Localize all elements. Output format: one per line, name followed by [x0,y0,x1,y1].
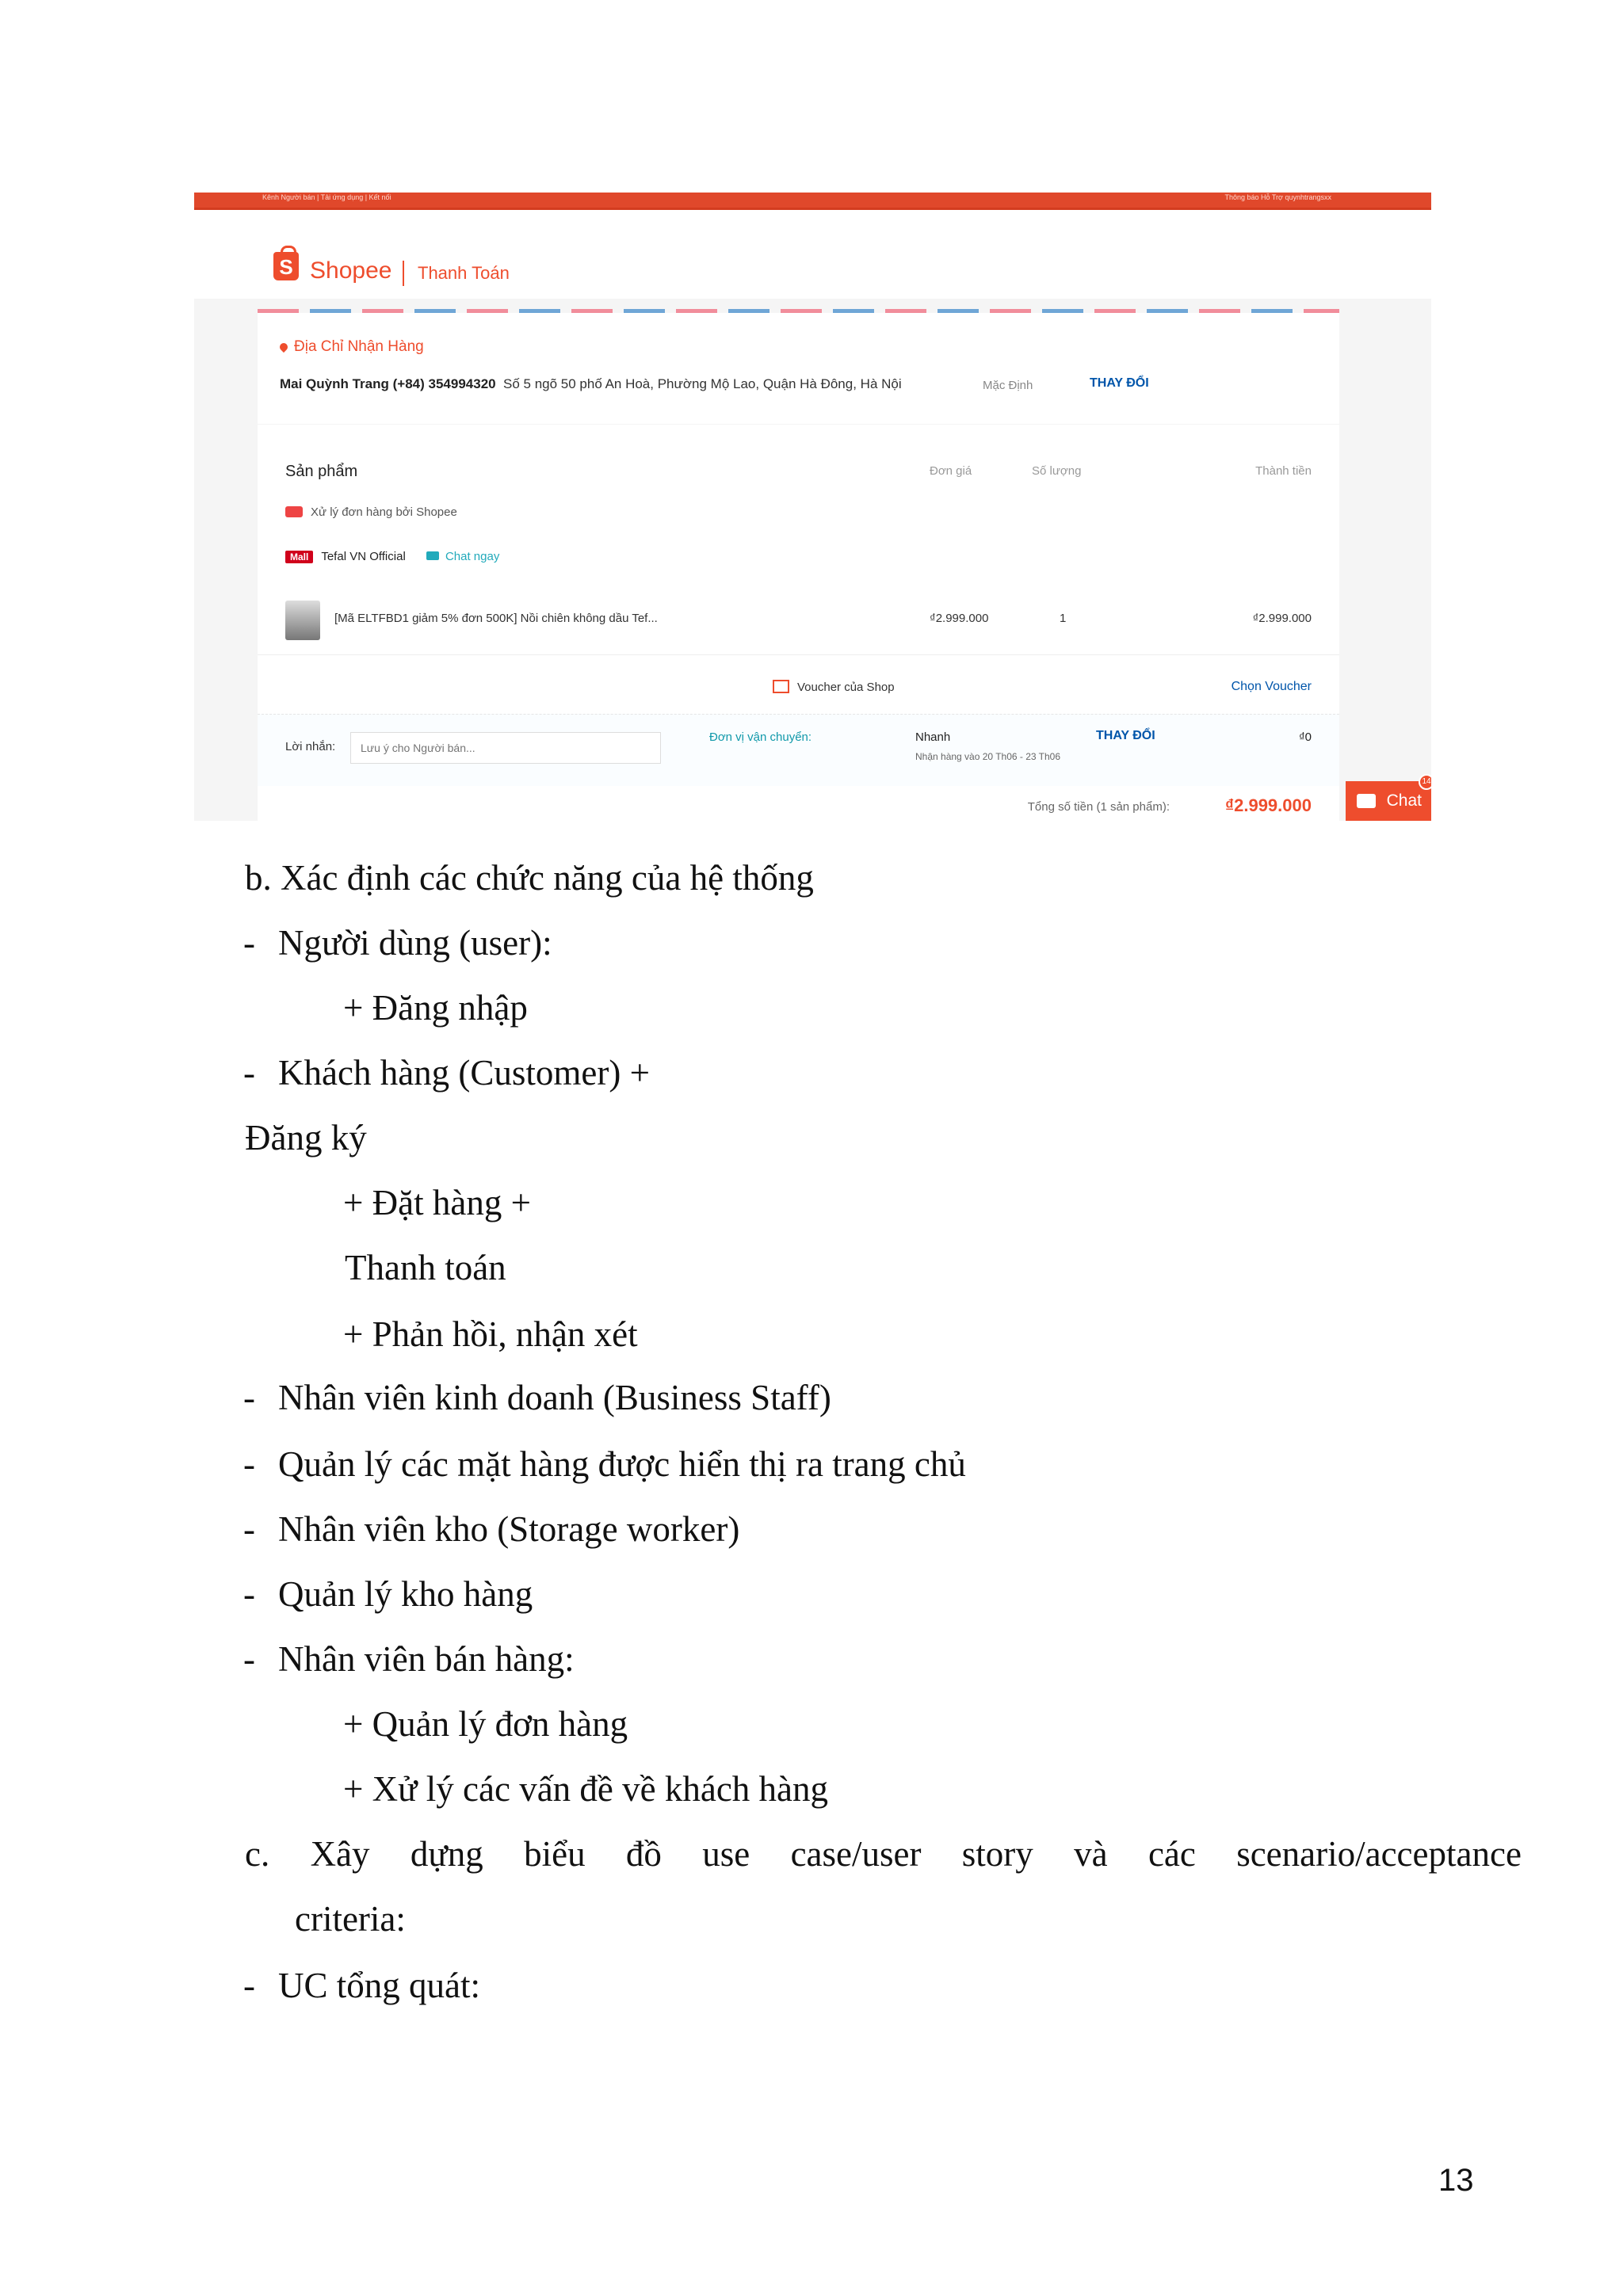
function-manage-orders: + Quản lý đơn hàng [343,1704,628,1744]
shopee-top-bar [194,193,1431,210]
shopee-logo-text[interactable]: Shopee [310,257,392,284]
recipient-name: Mai Quỳnh Trang (+84) 354994320 [280,376,496,391]
heading-word: biểu [524,1834,586,1874]
heading-word: đồ [625,1834,662,1874]
role-customer: Khách hàng (Customer) + [278,1053,651,1093]
order-summary-row [258,791,1339,821]
page-number: 13 [1438,2163,1474,2198]
shipping-fee: ₫0 [1298,730,1312,744]
function-handle-customers: + Xử lý các vấn đề về khách hàng [343,1769,829,1809]
top-bar-links[interactable]: Kênh Người bán | Tải ứng dụng | Kết nối [262,193,391,201]
checkout-header [194,210,1431,299]
product-card [258,425,1339,821]
chat-unread-badge: 14 [1419,774,1431,790]
product-unit-price: ₫2.999.000 [930,612,989,625]
section-b-heading: b. Xác định các chức năng của hệ thống [245,858,814,898]
chat-bubble-icon [426,551,439,560]
checkout-page-title: Thanh Toán [418,263,510,283]
function-register: Đăng ký [245,1118,367,1158]
order-total-value: ₫2.999.000 [1224,795,1312,815]
delivery-estimate: Nhận hàng vào 20 Th06 - 23 Th06 [915,751,1061,762]
checkout-screenshot [194,193,1431,821]
column-unit-price: Đơn giá [930,464,972,478]
function-order: + Đặt hàng + [343,1183,531,1222]
divider [258,654,1339,655]
chat-icon [1357,794,1376,808]
heading-word: scenario/acceptance [1236,1834,1522,1874]
message-label: Lời nhắn: [285,740,336,753]
uc-overview: UC tổng quát: [278,1966,480,2005]
shipping-unit-label: Đơn vị vận chuyển: [709,730,812,744]
message-shipping-area [258,714,1339,786]
product-thumbnail[interactable] [285,601,320,640]
role-user: Người dùng (user): [278,923,552,963]
change-address-button[interactable]: THAY ĐỔI [1090,376,1149,390]
function-manage-storage: Quản lý kho hàng [278,1574,533,1614]
shop-voucher-label: Voucher của Shop [773,680,895,694]
bullet-dash: - [243,1966,255,2005]
choose-voucher-button[interactable]: Chọn Voucher [1231,680,1312,693]
default-badge: Mặc Định [983,379,1033,392]
shop-name[interactable]: Tefal VN Official [321,550,406,563]
bullet-dash: - [243,1509,255,1549]
column-product: Sản phẩm [285,463,358,480]
floating-chat-button[interactable]: Chat [1346,781,1431,821]
shipping-method: Nhanh [915,730,951,744]
function-login: + Đăng nhập [343,988,528,1028]
shop-row [285,550,499,563]
function-feedback: + Phản hồi, nhận xét [343,1314,638,1354]
address-card [258,313,1339,424]
heading-word: dựng [410,1834,483,1874]
role-business-staff: Nhân viên kinh doanh (Business Staff) [278,1378,831,1417]
shopee-handled-icon [285,506,303,517]
heading-word: Xây [310,1834,370,1874]
order-total-label: Tổng số tiền (1 sản phẩm): [1027,800,1170,814]
address-title: Địa Chỉ Nhận Hàng [280,338,424,356]
column-quantity: Số lượng [1032,464,1082,478]
voucher-ticket-icon [773,680,789,693]
heading-word: story [961,1834,1033,1874]
product-quantity: 1 [1060,612,1067,625]
product-name[interactable]: [Mã ELTFBD1 giảm 5% đơn 500K] Nồi chiên không dầu Tef... [334,612,658,625]
heading-word: và [1074,1834,1108,1874]
section-c-heading [245,1832,1522,1876]
bullet-dash: - [243,1574,255,1614]
top-bar-user-menu[interactable]: Thông báo Hỗ Trợ quynhtrangsxx [1224,193,1331,201]
heading-word: các [1148,1834,1196,1874]
heading-word: use [702,1834,750,1874]
function-payment: Thanh toán [345,1248,506,1287]
shopee-bag-icon[interactable]: S [273,252,299,280]
bullet-dash: - [243,923,255,963]
role-storage-worker: Nhân viên kho (Storage worker) [278,1509,740,1549]
bullet-dash: - [243,1053,255,1093]
role-sales-staff: Nhân viên bán hàng: [278,1639,575,1679]
bullet-dash: - [243,1639,255,1679]
change-shipping-button[interactable]: THAY ĐỔI [1096,729,1155,742]
recipient-address: Số 5 ngõ 50 phố An Hoà, Phường Mộ Lao, Quận Hà Đông, Hà Nội [503,376,902,391]
order-item-row [285,601,1312,648]
section-c-heading-continued: criteria: [295,1899,406,1939]
heading-word: case/user [790,1834,922,1874]
bullet-dash: - [243,1378,255,1417]
mall-badge: Mall [285,551,313,563]
handled-by-row: Xử lý đơn hàng bởi Shopee [285,505,457,519]
location-pin-icon [278,341,289,353]
seller-message-input[interactable] [350,732,661,764]
heading-word: c. [245,1834,270,1874]
logo-divider [403,261,404,286]
chat-now-button[interactable]: Chat ngay [426,550,499,563]
column-total: Thành tiền [1255,464,1312,478]
function-manage-items: Quản lý các mặt hàng được hiển thị ra trang chủ [278,1444,966,1484]
product-total: ₫2.999.000 [1252,612,1312,625]
bullet-dash: - [243,1444,255,1484]
